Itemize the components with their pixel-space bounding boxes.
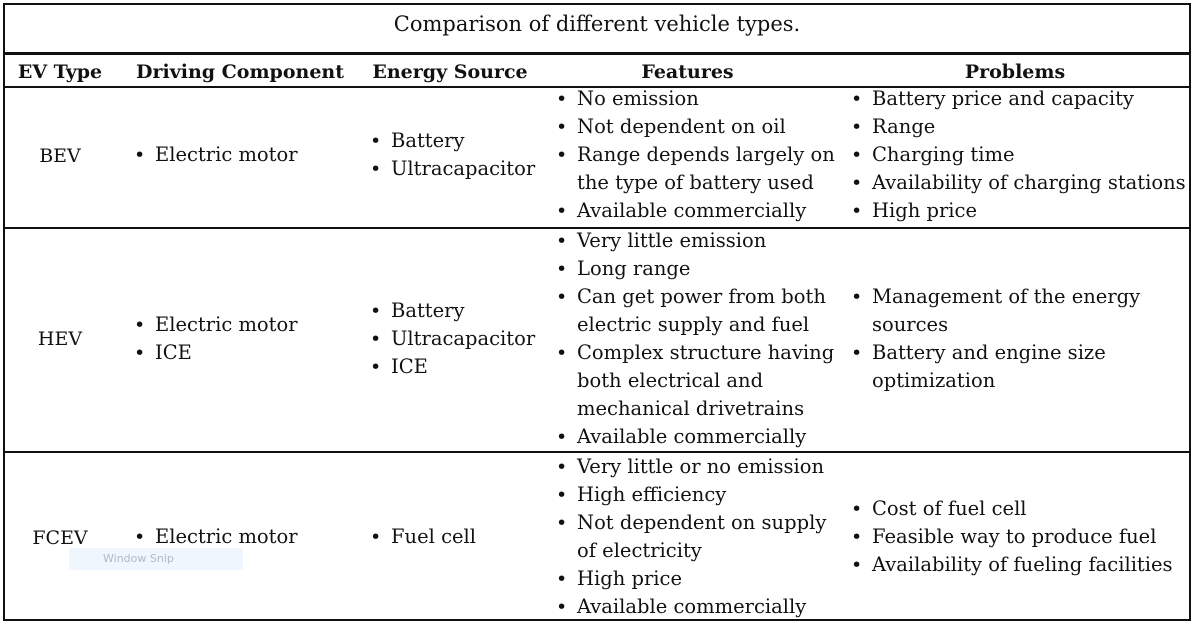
list-item: • Not dependent on oil <box>553 113 835 141</box>
list-item: • Available commercially <box>553 197 835 225</box>
row-hev-driving-list <box>131 311 298 367</box>
row-bev-energy-list <box>367 127 535 183</box>
row-fcev-type: FCEV <box>32 527 88 549</box>
list-item-continuation: both electrical and <box>577 369 764 392</box>
list-item: • Battery <box>367 127 535 155</box>
comparison-table <box>3 3 1191 621</box>
row-hev-features-list <box>553 227 834 451</box>
list-item: • Range <box>848 113 1186 141</box>
list-item: • Very little emission <box>553 227 834 255</box>
list-item: • Very little or no emission <box>553 453 826 481</box>
row-fcev-energy-list <box>367 523 476 551</box>
header-problems: Problems <box>964 61 1066 83</box>
list-item: • Availability of fueling facilities <box>848 551 1173 579</box>
list-item-continuation: of electricity <box>577 539 702 562</box>
list-item: • Availability of charging stations <box>848 169 1186 197</box>
list-item: • Battery price and capacity <box>848 85 1186 113</box>
list-item: • ICE <box>131 339 298 367</box>
list-item-continuation: sources <box>872 313 949 336</box>
list-item-continuation: electric supply and fuel <box>577 313 810 336</box>
table-caption: Comparison of different vehicle types. <box>393 12 801 36</box>
header-driving-component: Driving Component <box>135 61 345 83</box>
list-item: • Range depends largely on <box>553 141 835 169</box>
list-item: • Management of the energy <box>848 283 1140 311</box>
list-item: • High efficiency <box>553 481 826 509</box>
row-bev-driving-list <box>131 141 298 169</box>
list-item: • No emission <box>553 85 835 113</box>
list-item: • Electric motor <box>131 311 298 339</box>
list-item: • Ultracapacitor <box>367 325 535 353</box>
row-bev-problems-list <box>848 85 1186 225</box>
row-hev-energy-list <box>367 297 535 381</box>
header-features: Features <box>641 61 734 83</box>
list-item: • Electric motor <box>131 523 298 551</box>
list-item: • Can get power from both <box>553 283 834 311</box>
list-item: • Cost of fuel cell <box>848 495 1173 523</box>
list-item: • Fuel cell <box>367 523 476 551</box>
list-item: • Feasible way to produce fuel <box>848 523 1173 551</box>
list-item: • Long range <box>553 255 834 283</box>
list-item: • Charging time <box>848 141 1186 169</box>
list-item-continuation: mechanical drivetrains <box>577 397 805 420</box>
row-fcev-problems-list <box>848 495 1173 579</box>
row-hev-type: HEV <box>37 328 83 350</box>
caption-divider <box>5 52 1189 55</box>
list-item: • Battery <box>367 297 535 325</box>
list-item: • High price <box>848 197 1186 225</box>
header-ev-type: EV Type <box>17 61 103 83</box>
list-item: • High price <box>553 565 826 593</box>
list-item: • Electric motor <box>131 141 298 169</box>
list-item: • Available commercially <box>553 423 834 451</box>
row-fcev-driving-list <box>131 523 298 551</box>
row-fcev-features-list <box>553 453 826 621</box>
list-item: • Available commercially <box>553 593 826 621</box>
list-item-continuation: the type of battery used <box>577 171 814 194</box>
row-bev-type: BEV <box>39 145 81 167</box>
list-item: • Not dependent on supply <box>553 509 826 537</box>
header-energy-source: Energy Source <box>372 61 528 83</box>
list-item: • ICE <box>367 353 535 381</box>
list-item: • Ultracapacitor <box>367 155 535 183</box>
list-item-continuation: optimization <box>872 369 996 392</box>
list-item: • Battery and engine size <box>848 339 1140 367</box>
row-bev-features-list <box>553 85 835 225</box>
row-hev-problems-list <box>848 283 1140 395</box>
window-snip-watermark: Window Snip <box>69 548 243 570</box>
list-item: • Complex structure having <box>553 339 834 367</box>
